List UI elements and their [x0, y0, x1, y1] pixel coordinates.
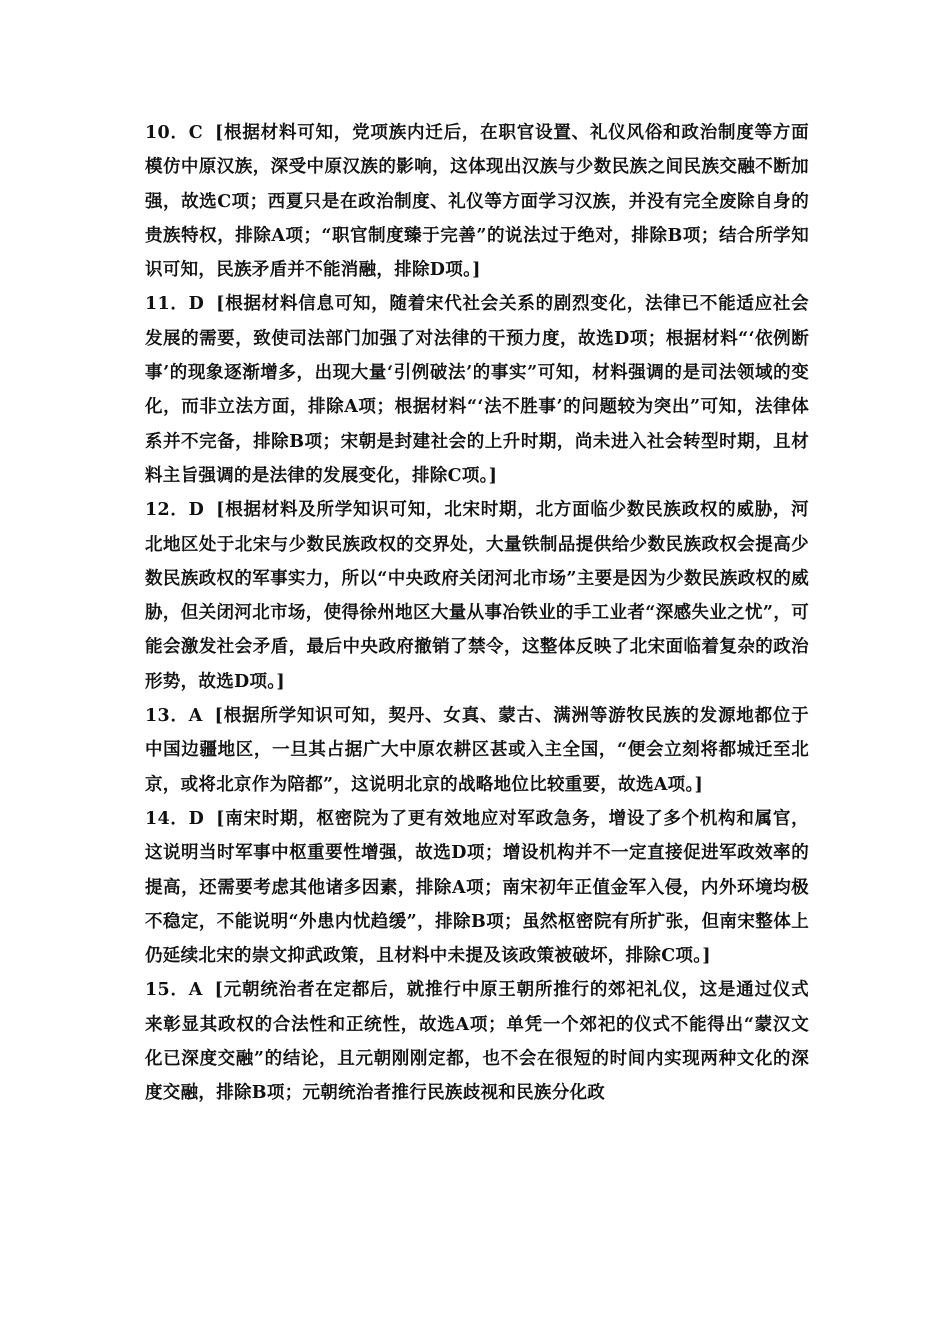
answer-letter: C [188, 123, 203, 143]
answer-letter: A [188, 980, 203, 1001]
answer-explanation: [根据材料可知，党项族内迁后，在职官设置、礼仪风俗和政治制度等方面模仿中原汉族，深受中原汉族的影响，这体现出汉族与少数民族之间民族交融不断加强，故选C项；西夏只是在政治制度、礼仪等方面学习汉族，并没有完全废除自身的贵族特权，排除A项；“职官制度臻于完善”的说法过于绝对，排除B项；结合所学知识可知，民族矛盾并不能消融，排除D项。] [145, 123, 809, 281]
question-number: 15． [145, 980, 189, 1001]
answer-explanation: [南宋时期，枢密院为了更有效地应对军政急务，增设了多个机构和属官，这说明当时军事中枢重要性增强，故选D项；增设机构并不一定直接促进军政效率的提高，还需要考虑其他诸多因素，排除A项；南宋初年正值金军入侵，内外环境均极不稳定，不能说明“外患内忧趋缓”，排除B项；虽然枢密院有所扩张，但南宋整体上仍延续北宋的崇文抑武政策，且材料中未提及该政策被破坏，排除C项。] [145, 808, 809, 967]
question-number: 11． [145, 294, 189, 315]
answer-letter: A [188, 706, 203, 727]
answer-item-11 [145, 287, 809, 493]
answer-item-10 [145, 116, 809, 287]
question-number: 13． [145, 706, 189, 727]
answer-item-15 [145, 973, 809, 1110]
answer-letter: D [188, 808, 205, 829]
answer-item-14 [145, 802, 809, 973]
answer-explanation: [根据所学知识可知，契丹、女真、蒙古、满洲等游牧民族的发源地都位于中国边疆地区，一旦其占据广大中原农耕区甚或入主全国，“便会立刻将都城迁至北京，或将北京作为陪都”，这说明北京的战略地位比较重要，故选A项。] [145, 706, 809, 795]
answer-letter: D [188, 500, 205, 521]
answer-explanation: [根据材料信息可知，随着宋代社会关系的剧烈变化，法律已不能适应社会发展的需要，致使司法部门加强了对法律的干预力度，故选D项；根据材料“‘依例断事’的现象逐渐增多，出现大量‘引例破法’的事实”可知，材料强调的是司法领域的变化，而非立法方面，排除A项；根据材料“‘法不胜事’的问题较为突出”可知，法律体系并不完备，排除B项；宋朝是封建社会的上升时期，尚未进入社会转型时期，且材料主旨强调的是法律的发展变化，排除C项。] [145, 294, 809, 486]
answer-explanation: [元朝统治者在定都后，就推行中原王朝所推行的郊祀礼仪，这是通过仪式来彰显其政权的合法性和正统性，故选A项；单凭一个郊祀的仪式不能得出“蒙汉文化已深度交融”的结论，且元朝刚刚定都，也不会在很短的时间内实现两种文化的深度交融，排除B项；元朝统治者推行民族歧视和民族分化政 [145, 980, 809, 1104]
answer-item-12 [145, 493, 809, 699]
answer-explanation: [根据材料及所学知识可知，北宋时期，北方面临少数民族政权的威胁，河北地区处于北宋与少数民族政权的交界处，大量铁制品提供给少数民族政权会提高少数民族政权的军事实力，所以“中央政府关闭河北市场”主要是因为少数民族政权的威胁，但关闭河北市场，使得徐州地区大量从事冶铁业的手工业者“深感失业之忧”，可能会激发社会矛盾，最后中央政府撤销了禁令，这整体反映了北宋面临着复杂的政治形势，故选D项。] [145, 500, 809, 692]
answer-letter: D [188, 294, 205, 315]
answer-item-13 [145, 699, 809, 802]
answer-explanations [145, 116, 809, 1111]
question-number: 14． [145, 808, 189, 829]
question-number: 10． [145, 123, 189, 143]
question-number: 12． [145, 500, 189, 521]
